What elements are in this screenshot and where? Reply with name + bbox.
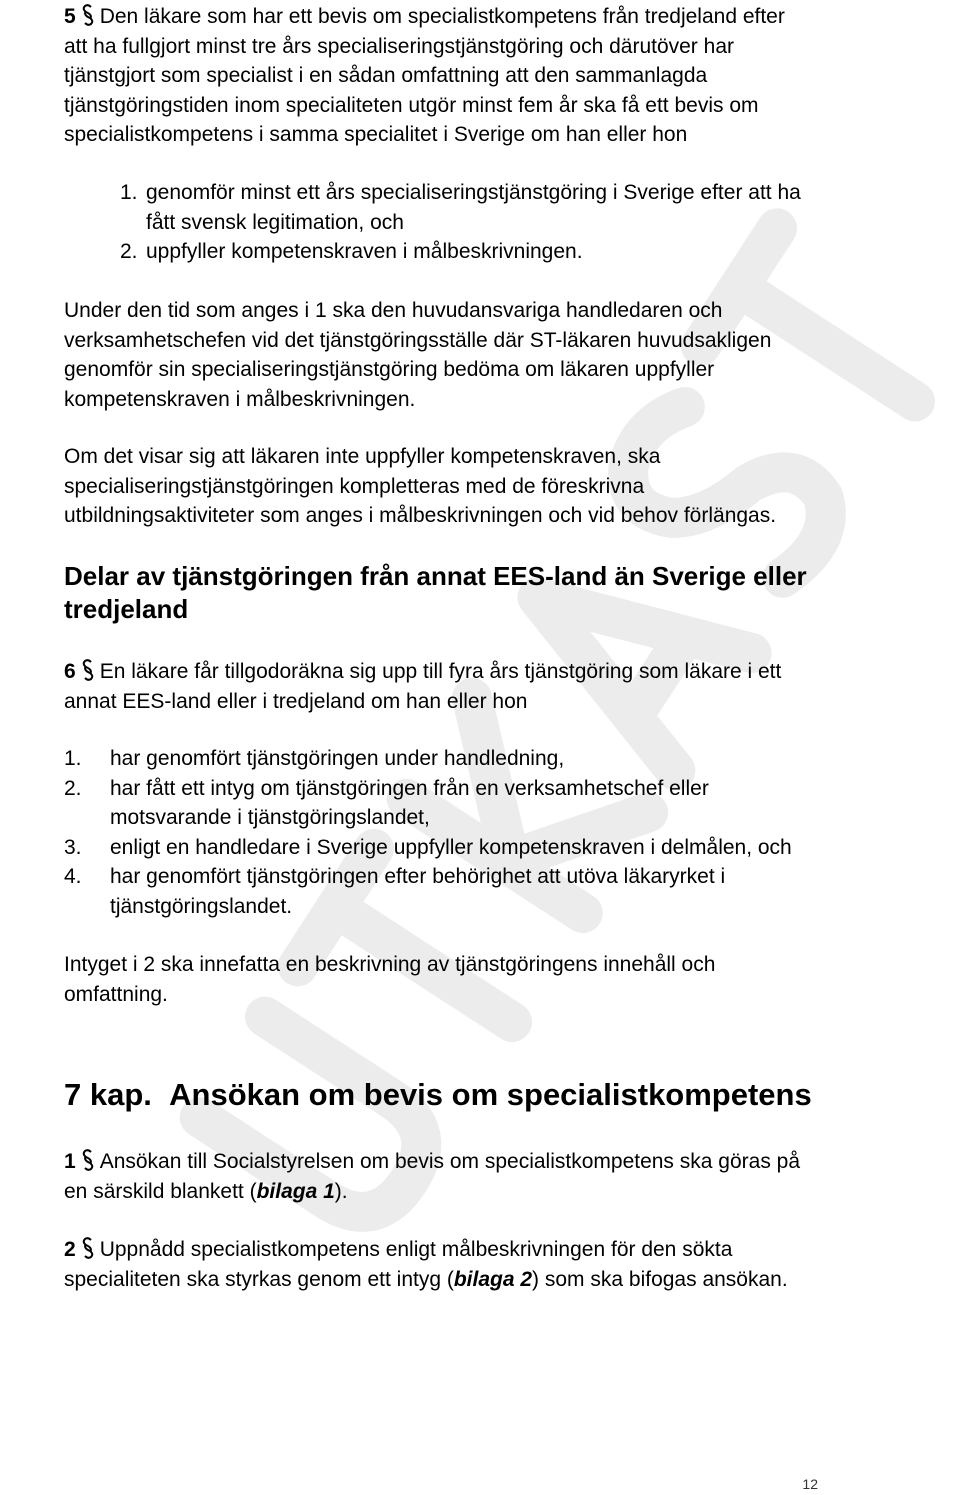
list-number: 2. <box>120 240 138 263</box>
list-number: 1. <box>64 747 82 770</box>
text-line: tjänstgöringstiden inom specialiteten utgör minst fem år ska få ett bevis om <box>64 93 759 117</box>
text-line: specialistkompetens i samma specialitet i Sverige om han eller hon <box>64 123 688 146</box>
list-text: har fått ett intyg om tjänstgöringen från en verksamhetschef eller motsvarande i tjänstgöringslandet, <box>110 776 709 829</box>
section-number: 6 <box>64 660 76 683</box>
text-line: att ha fullgjort minst tre års specialiseringstjänstgöring och därutöver har <box>64 34 734 58</box>
list-item <box>64 862 792 921</box>
section-5-list <box>120 178 801 267</box>
section-number: 1 <box>64 1150 76 1173</box>
paragraph: Under den tid som anges i 1 ska den huvudansvariga handledaren och verksamhetschefen vid det tjänstgöringsställe där ST-läkaren huvudsakligen genomför sin specialiseringstjänstgöring bedöma om läkaren uppfyller kompetenskraven i målbeskrivningen. <box>64 299 772 411</box>
text-line: tjänstgjort som specialist i en sådan omfattning att den sammanlagda <box>64 64 708 87</box>
section-5-intro <box>64 2 954 150</box>
list-text: uppfyller kompetenskraven i målbeskrivningen. <box>146 240 583 263</box>
list-text: har genomfört tjänstgöringen efter behörighet att utöva läkaryrket i tjänstgöringslandet. <box>110 865 726 918</box>
paragraph: Intyget i 2 ska innefatta en beskrivning av tjänstgöringens innehåll och omfattning. <box>64 953 716 1006</box>
chapter-7-section-2: 2 Uppnådd specialistkompetens enligt målbeskrivningen för den sökta specialiteten ska styrkas genom ett intyg (bilaga 2) som ska bifogas ansökan. <box>64 1235 954 1294</box>
chapter-label: 7 kap. <box>64 1077 152 1112</box>
list-text: enligt en handledare i Sverige uppfyller kompetenskraven i delmålen, och <box>110 835 792 859</box>
paragraph-sign-icon <box>76 2 100 32</box>
section-number: 2 <box>64 1238 76 1261</box>
list-item <box>120 237 801 267</box>
chapter-7-section-1: 1 Ansökan till Socialstyrelsen om bevis om specialistkompetens ska göras på en särskild blankett (bilaga 1). <box>64 1147 954 1206</box>
paragraph-sign-icon <box>76 1235 100 1265</box>
list-number: 1. <box>120 181 138 204</box>
list-number: 4. <box>64 865 82 888</box>
list-item <box>64 744 792 774</box>
chapter-title: Ansökan om bevis om specialistkompetens <box>169 1077 812 1112</box>
list-item <box>64 774 792 833</box>
chapter-heading <box>64 1076 812 1114</box>
text-line: Den läkare som har ett bevis om specialistkompetens från tredjeland efter <box>99 5 785 28</box>
list-item <box>64 833 792 863</box>
attachment-ref: bilaga 2 <box>453 1267 533 1291</box>
list-number: 2. <box>64 776 82 800</box>
page-number: 12 <box>802 1476 818 1492</box>
list-text: har genomfört tjänstgöringen under handledning, <box>110 747 565 770</box>
list-text: genomför minst ett års specialiseringstjänstgöring i Sverige efter att ha fått svensk legitimation, och <box>146 181 801 234</box>
list-number: 3. <box>64 835 82 859</box>
section-number: 5 <box>64 5 76 28</box>
list-item <box>120 178 801 237</box>
text-line: En läkare får tillgodoräkna sig upp till fyra års tjänstgöring som läkare i ett <box>99 660 782 683</box>
section-heading: Delar av tjänstgöringen från annat EES-land än Sverige eller tredjeland <box>64 561 807 624</box>
attachment-ref: bilaga 1 <box>256 1179 335 1203</box>
section-6-intro <box>64 657 954 716</box>
paragraph-sign-icon <box>76 657 100 687</box>
paragraph-sign-icon <box>76 1147 100 1177</box>
text-line: annat EES-land eller i tredjeland om han eller hon <box>64 689 528 713</box>
section-6-list <box>64 744 792 921</box>
paragraph: Om det visar sig att läkaren inte uppfyller kompetenskraven, ska specialiseringstjänstgöringen kompletteras med de föreskrivna utbildningsaktiviteter som anges i målbeskrivningen och vid behov förlängas. <box>64 445 777 527</box>
